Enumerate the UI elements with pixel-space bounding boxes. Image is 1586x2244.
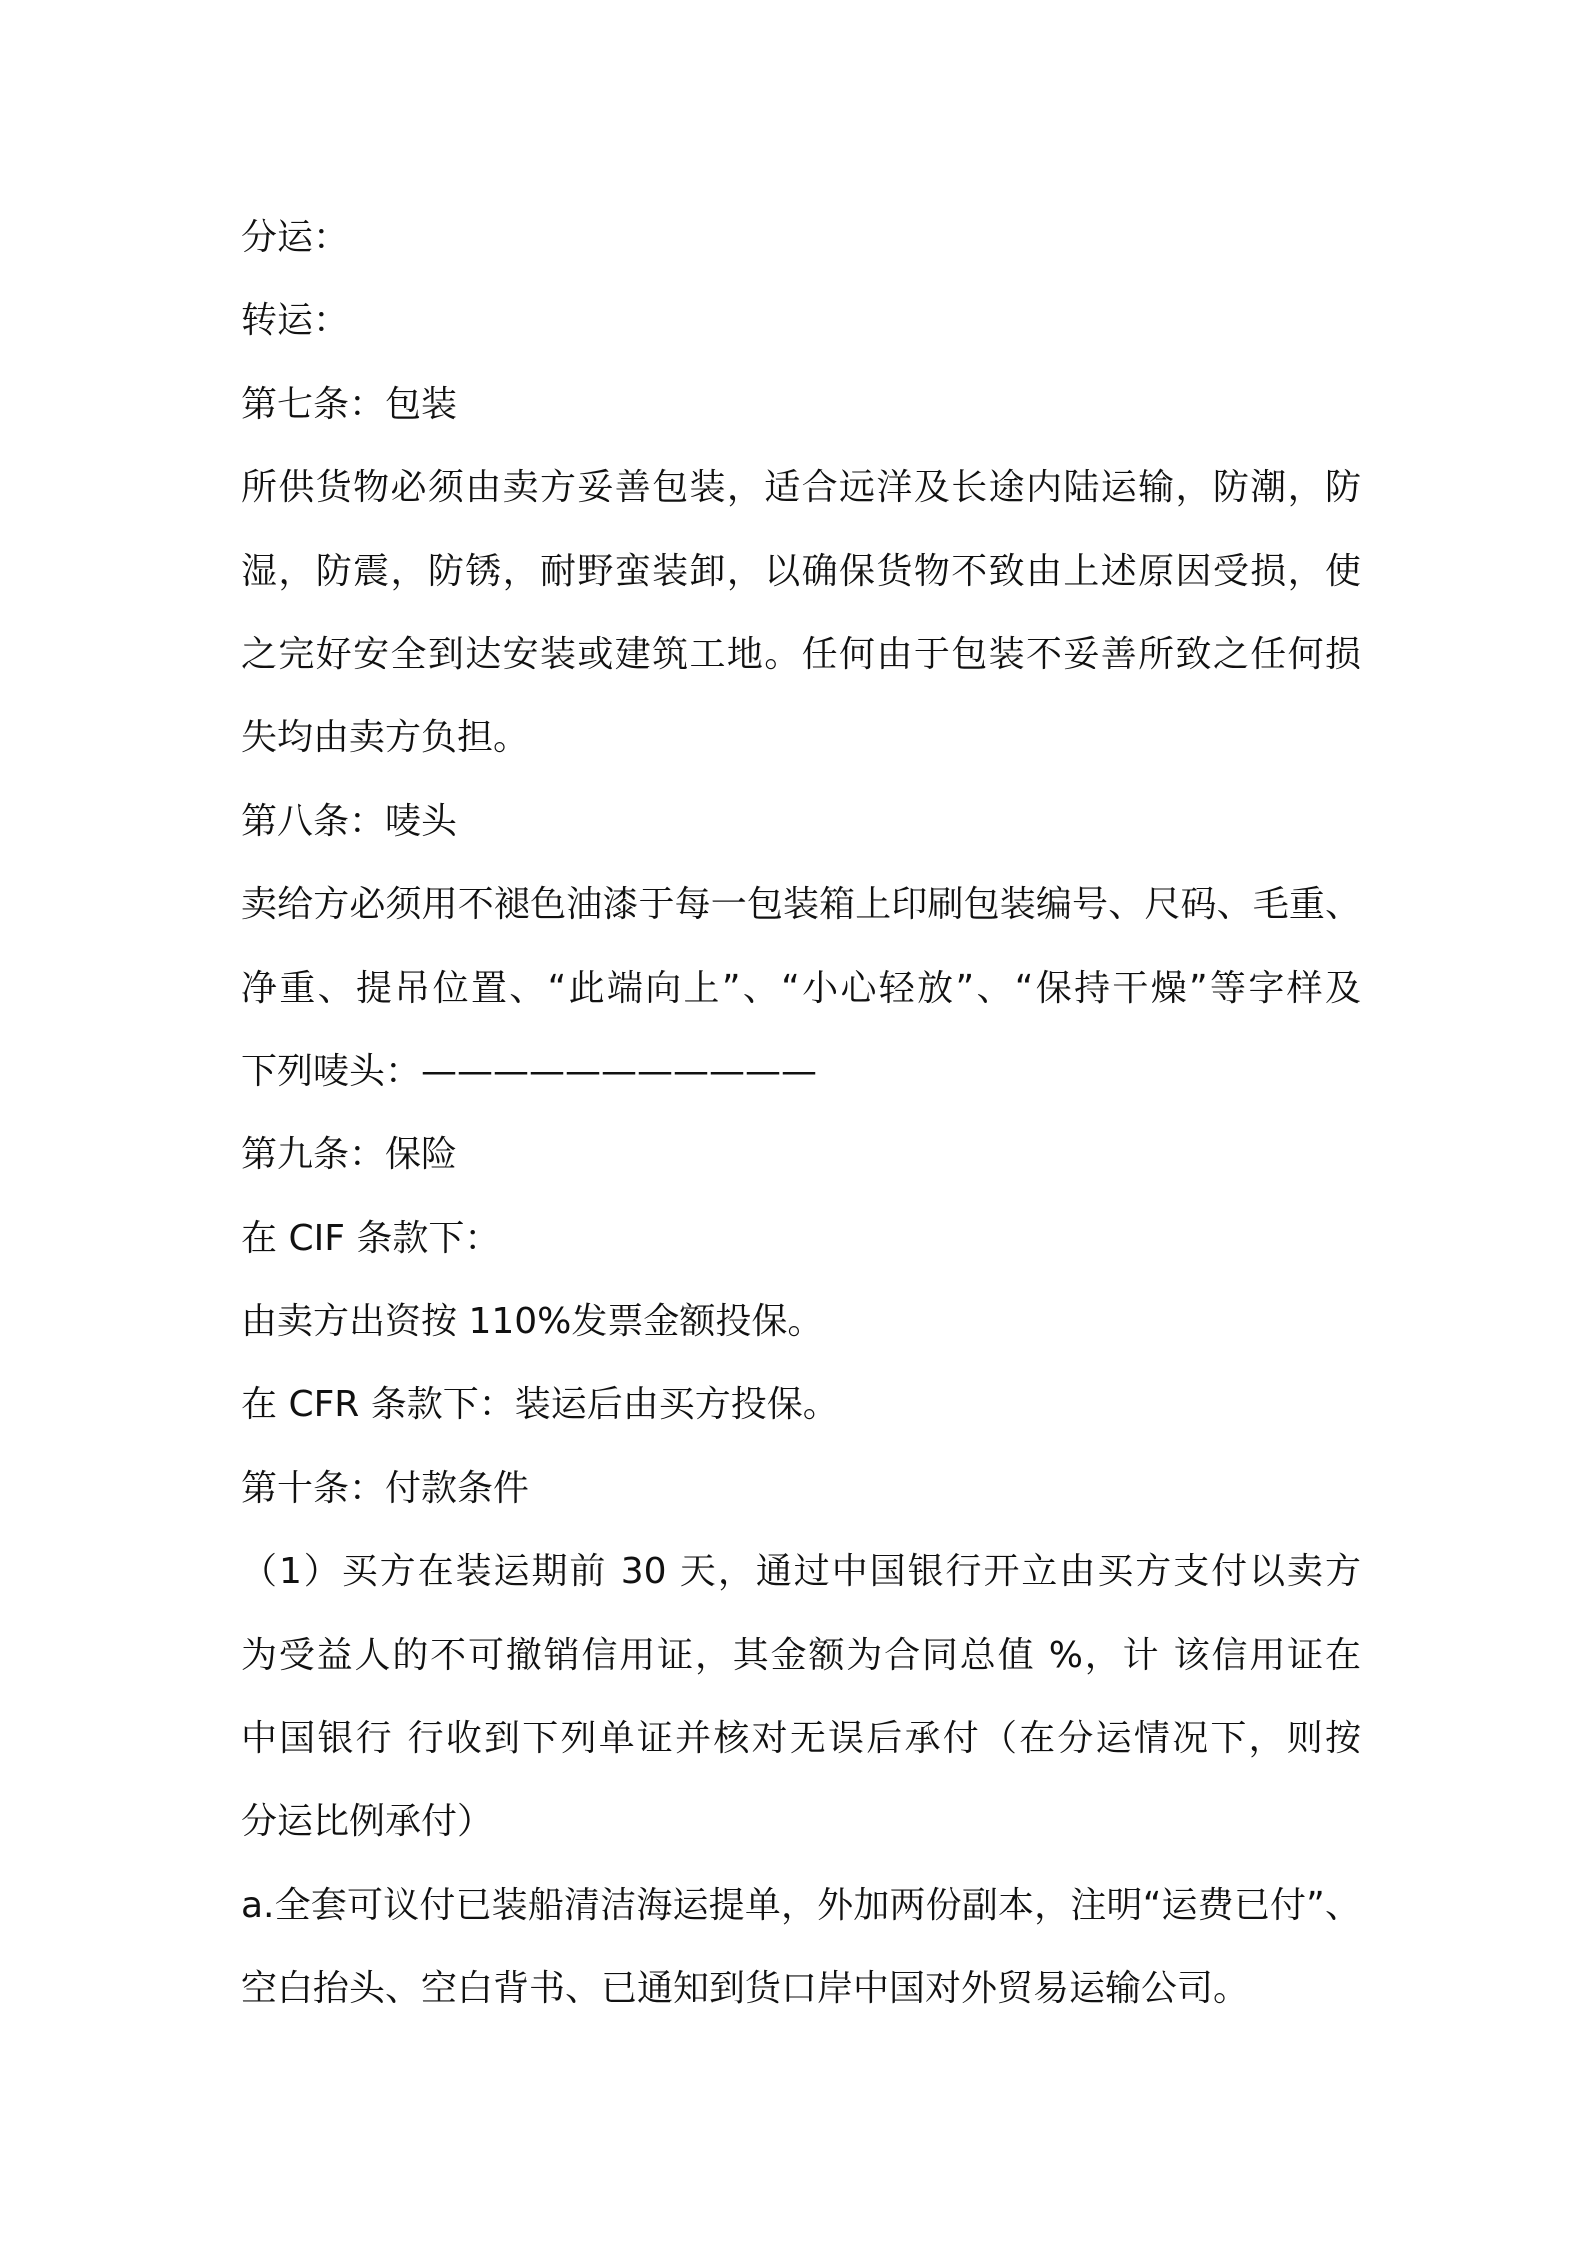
clause-10-item-a-line-1: a.全套可议付已装船清洁海运提单，外加两份副本，注明“运费已付”、: [241, 1884, 1361, 1926]
clause-9-cif-text: 由卖方出资按 110%发票金额投保。: [241, 1301, 824, 1343]
clause-7-text-line-2: 湿，防震，防锈，耐野蛮装卸，以确保货物不致由上述原因受损，使: [241, 550, 1361, 592]
clause-8-text-line-1: 卖给方必须用不褪色油漆于每一包装箱上印刷包装编号、尺码、毛重、: [241, 884, 1361, 926]
clause-10-item-1-line-1: （1）买方在装运期前 30 天，通过中国银行开立由买方支付以卖方: [241, 1551, 1361, 1593]
clause-9-cif-label: 在 CIF 条款下：: [241, 1217, 501, 1259]
document-body: [241, 196, 1361, 2031]
clause-9-cfr-text: 在 CFR 条款下：装运后由买方投保。: [241, 1384, 839, 1426]
clause-8-heading: 第八条：唛头: [241, 800, 458, 842]
clause-7-heading: 第七条：包装: [241, 383, 458, 425]
clause-8-text-line-2: 净重、提吊位置、“此端向上”、“小心轻放”、“保持干燥”等字样及: [241, 967, 1361, 1009]
clause-7-text-line-1: 所供货物必须由卖方妥善包装，适合远洋及长途内陆运输，防潮，防: [241, 467, 1361, 509]
clause-7-text-line-4: 失均由卖方负担。: [241, 717, 530, 759]
clause-10-item-1-line-4: 分运比例承付）: [241, 1801, 494, 1843]
clause-7-text-line-3: 之完好安全到达安装或建筑工地。任何由于包装不妥善所致之任何损: [241, 633, 1361, 675]
text-line-fenyun: 分运：: [241, 217, 350, 258]
clause-9-heading: 第九条：保险: [241, 1134, 458, 1176]
clause-8-text-line-3: 下列唛头：———————————: [241, 1050, 818, 1092]
clause-10-item-a-line-2: 空白抬头、空白背书、已通知到货口岸中国对外贸易运输公司。: [241, 1968, 1250, 2010]
clause-10-heading: 第十条：付款条件: [241, 1467, 530, 1509]
text-line-zhuanyun: 转运：: [241, 300, 350, 342]
clause-10-item-1-line-3: 中国银行 行收到下列单证并核对无误后承付（在分运情况下，则按: [241, 1718, 1361, 1760]
clause-10-item-1-line-2: 为受益人的不可撤销信用证，其金额为合同总值 %，计 该信用证在: [241, 1634, 1361, 1676]
